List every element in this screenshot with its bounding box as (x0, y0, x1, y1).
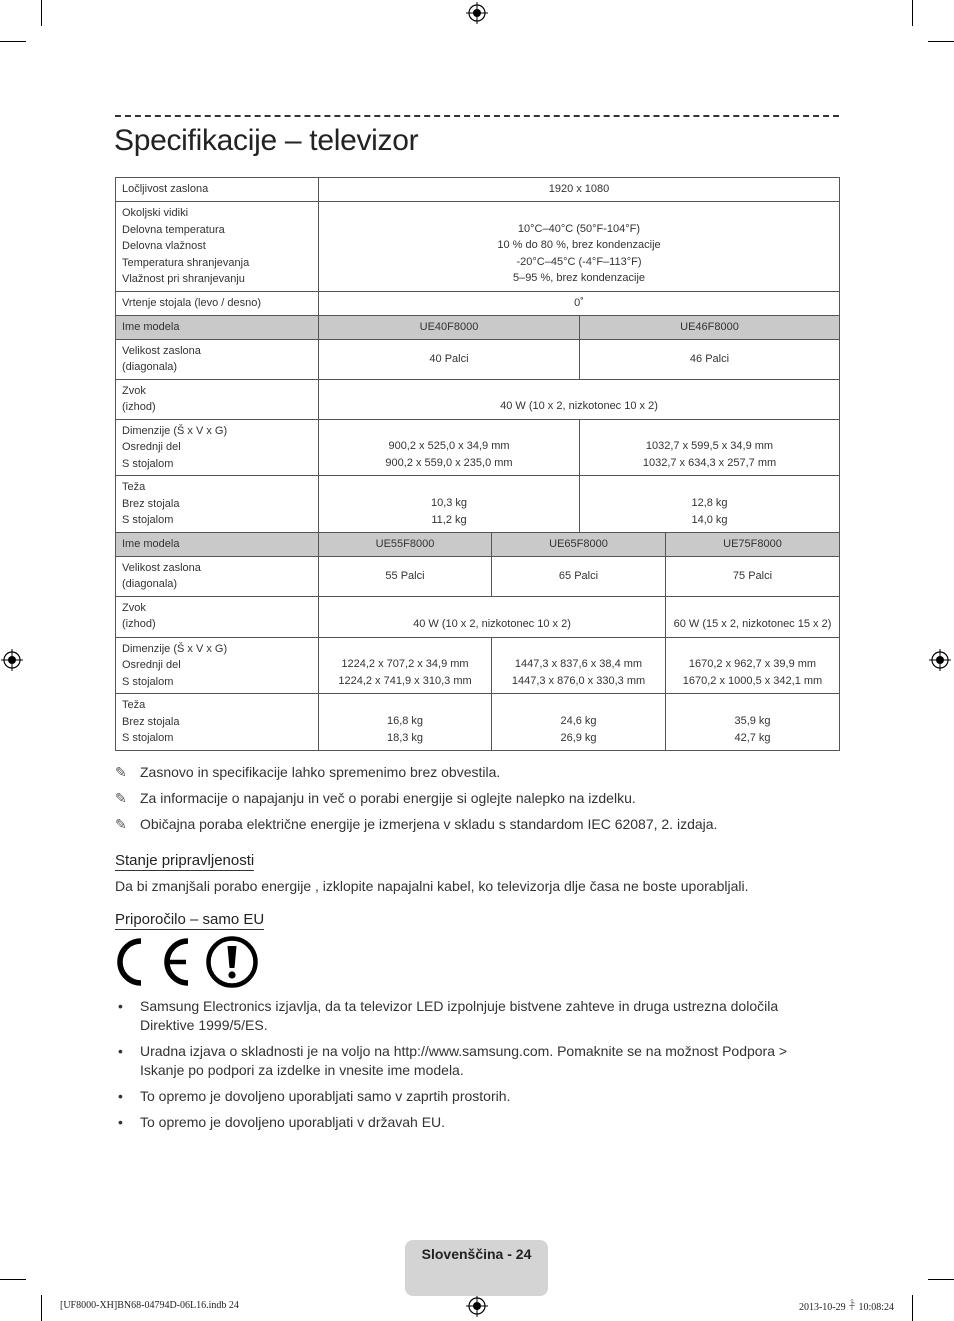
resolution-value: 1920 x 1080 (319, 178, 840, 202)
dimensions (666, 637, 840, 694)
list-item (115, 1113, 830, 1132)
table-header-row (116, 315, 840, 339)
dim-line: 900,2 x 525,0 x 34,9 mm (388, 440, 510, 452)
label-line: (izhod) (122, 618, 156, 630)
weight-line: 14,0 kg (691, 513, 728, 526)
model-name: UE75F8000 (666, 533, 840, 557)
standby-heading: Stanje pripravljenosti (115, 852, 255, 869)
crop-mark (928, 41, 954, 42)
env-label: Delovna temperatura (122, 223, 225, 236)
dim-line: 900,2 x 559,0 x 235,0 mm (385, 456, 513, 469)
row-label (116, 596, 319, 637)
screen-size: 55 Palci (319, 556, 492, 596)
dimensions (492, 637, 666, 694)
sound-output: 40 W (10 x 2, nizkotonec 10 x 2) (319, 379, 840, 419)
registration-mark-icon (1, 649, 23, 671)
sound-output: 60 W (15 x 2, nizkotonec 15 x 2) (666, 596, 840, 637)
model-name: UE65F8000 (492, 533, 666, 557)
weight (319, 476, 580, 533)
crop-mark (912, 1295, 913, 1321)
registration-mark-icon (929, 649, 951, 671)
label-line: (diagonala) (122, 361, 178, 373)
label-line: Dimenzije (Š x V x G) (122, 424, 228, 437)
footer-file: [UF8000-XH]BN68-04794D-06L16.indb 24 (60, 1300, 239, 1311)
table-row (116, 694, 840, 751)
row-label (116, 637, 319, 694)
pencil-note-icon: ✎ (115, 764, 127, 780)
bullet-text: Samsung Electronics izjavlja, da ta televizor LED izpolnjuje bistvene zahteve in druga ustrezna določila Direktive 1999/5/ES. (140, 998, 779, 1033)
registration-mark-icon (466, 1295, 488, 1317)
label-line: S stojalom (122, 457, 174, 470)
bullet-glyph: • (118, 1043, 123, 1059)
table-row (116, 339, 840, 379)
env-value: 10 % do 80 %, brez kondenzacije (497, 239, 661, 251)
dim-line: 1224,2 x 741,9 x 310,3 mm (338, 674, 472, 687)
label-line: Osrednji del (122, 659, 181, 671)
note-text: Za informacije o napajanju in več o porabi energije si oglejte nalepko na izdelku. (140, 790, 636, 806)
weight-line: 35,9 kg (734, 715, 771, 727)
label-line: Brez stojala (122, 715, 180, 728)
model-label: Ime modela (116, 315, 319, 339)
model-name: UE40F8000 (319, 315, 580, 339)
row-label (116, 419, 319, 476)
model-name: UE55F8000 (319, 533, 492, 557)
list-item (115, 1087, 830, 1106)
bullet-glyph: • (118, 1088, 123, 1104)
env-value: -20°C–45°C (-4°F–113°F) (516, 255, 642, 268)
env-value: 5–95 %, brez kondenzacije (512, 272, 646, 284)
label-line: Brez stojala (122, 497, 180, 510)
page-title: Specifikacije – televizor (114, 124, 419, 157)
crop-mark (0, 1279, 26, 1280)
screen-size: 65 Palci (492, 556, 666, 596)
table-row (116, 556, 840, 596)
weight-line: 11,2 kg (431, 513, 467, 526)
table-row (116, 476, 840, 533)
bullet-glyph: • (118, 1114, 123, 1130)
dimensions (580, 419, 840, 476)
dim-line: 1670,2 x 1000,5 x 342,1 mm (682, 674, 823, 687)
label-line: Osrednji del (122, 441, 181, 453)
bullet-text: To opremo je dovoljeno uporabljati samo v zaprtih prostorih. (140, 1088, 511, 1104)
label-line: Teža (122, 699, 146, 711)
crop-mark (41, 0, 42, 26)
pencil-note-icon: ✎ (115, 790, 127, 806)
environment-values (319, 202, 840, 292)
list-item (115, 997, 830, 1035)
bullet-text: To opremo je dovoljeno uporabljati v državah EU. (140, 1114, 446, 1130)
note-text: Običajna poraba električne energije je izmerjena v skladu s standardom IEC 62087, 2. izdaja. (140, 816, 718, 832)
bullet-text: Uradna izjava o skladnosti je na voljo na http://www.samsung.com. Pomaknite se na možnost Podpora > Iskanje po podpori za izdelke in vnesite ime modela. (140, 1043, 788, 1078)
dim-line: 1032,7 x 599,5 x 34,9 mm (645, 440, 774, 452)
label-line: Dimenzije (Š x V x G) (122, 642, 228, 655)
model-label: Ime modela (116, 533, 319, 557)
weight (580, 476, 840, 533)
dim-line: 1032,7 x 634,3 x 257,7 mm (642, 456, 777, 469)
list-item (115, 1042, 830, 1080)
label-line: S stojalom (122, 675, 174, 688)
row-label (116, 379, 319, 419)
row-label (116, 339, 319, 379)
crop-mark (0, 41, 26, 42)
dimensions (319, 637, 492, 694)
weight-line: 18,3 kg (386, 731, 424, 744)
note-text: Zasnovo in specifikacije lahko spremenimo brez obvestila. (140, 764, 501, 780)
screen-size: 40 Palci (319, 339, 580, 379)
weight-line: 16,8 kg (386, 715, 424, 727)
label-line: Velikost zaslona (122, 344, 201, 357)
row-label: Vrtenje stojala (levo / desno) (116, 291, 319, 315)
label-line: S stojalom (122, 732, 174, 744)
label-line: Teža (122, 481, 146, 493)
row-label (116, 556, 319, 596)
dim-line: 1447,3 x 876,0 x 330,3 mm (511, 674, 646, 687)
weight-line: 12,8 kg (691, 497, 728, 509)
sound-output: 40 W (10 x 2, nizkotonec 10 x 2) (319, 596, 666, 637)
label-line: Velikost zaslona (122, 561, 201, 574)
table-row (116, 596, 840, 637)
eu-heading: Priporočilo – samo EU (115, 911, 265, 928)
row-label (116, 694, 319, 751)
env-value: 10°C–40°C (50°F-104°F) (517, 222, 641, 235)
dimensions (319, 419, 580, 476)
table-row (116, 637, 840, 694)
pencil-note-icon: ✎ (115, 816, 127, 832)
dim-line: 1670,2 x 962,7 x 39,9 mm (688, 658, 817, 670)
table-header-row (116, 533, 840, 557)
table-row (116, 202, 840, 292)
row-label (116, 202, 319, 292)
dim-line: 1224,2 x 707,2 x 34,9 mm (341, 658, 469, 670)
registration-mark-icon (466, 2, 488, 24)
weight-line: 10,3 kg (430, 497, 468, 509)
label-line: S stojalom (122, 514, 174, 526)
crop-mark (928, 1279, 954, 1280)
env-label: Okoljski vidiki (122, 207, 189, 219)
label-line: (diagonala) (122, 578, 178, 590)
row-label: Ločljivost zaslona (116, 178, 319, 202)
table-row (116, 419, 840, 476)
note-item (115, 789, 855, 815)
env-label: Temperatura shranjevanja (122, 256, 250, 269)
table-row (116, 379, 840, 419)
weight-line: 26,9 kg (560, 731, 597, 744)
page-number: Slovenščina - 24 (421, 1246, 532, 1262)
env-label: Delovna vlažnost (122, 240, 206, 252)
weight (319, 694, 492, 751)
weight (492, 694, 666, 751)
label-line: (izhod) (122, 401, 156, 413)
header-divider (115, 115, 839, 117)
footer-date: 2013-10-29 ꊯ 10:08:24 (798, 1302, 894, 1313)
notes-list (115, 763, 855, 841)
table-row (116, 291, 840, 315)
table-row (116, 178, 840, 202)
standby-text: Da bi zmanjšali porabo energije , izklopite napajalni kabel, ko televizorja dlje časa ne boste uporabljali. (115, 878, 749, 894)
crop-mark (912, 0, 913, 26)
weight-line: 24,6 kg (560, 715, 597, 727)
exclamation-circle-icon (205, 935, 259, 989)
swivel-value: 0˚ (319, 291, 840, 315)
weight-line: 42,7 kg (734, 731, 771, 744)
note-item (115, 815, 855, 841)
model-name: UE46F8000 (580, 315, 840, 339)
crop-mark (41, 1295, 42, 1321)
row-label (116, 476, 319, 533)
spec-table (115, 177, 840, 751)
dim-line: 1447,3 x 837,6 x 38,4 mm (514, 658, 643, 670)
label-line: Zvok (122, 384, 146, 397)
label-line: Zvok (122, 601, 146, 614)
screen-size: 75 Palci (666, 556, 840, 596)
bullet-glyph: • (118, 998, 123, 1014)
weight (666, 694, 840, 751)
note-item (115, 763, 855, 789)
eu-bullet-list (115, 997, 830, 1132)
env-label: Vlažnost pri shranjevanju (122, 273, 245, 285)
screen-size: 46 Palci (580, 339, 840, 379)
